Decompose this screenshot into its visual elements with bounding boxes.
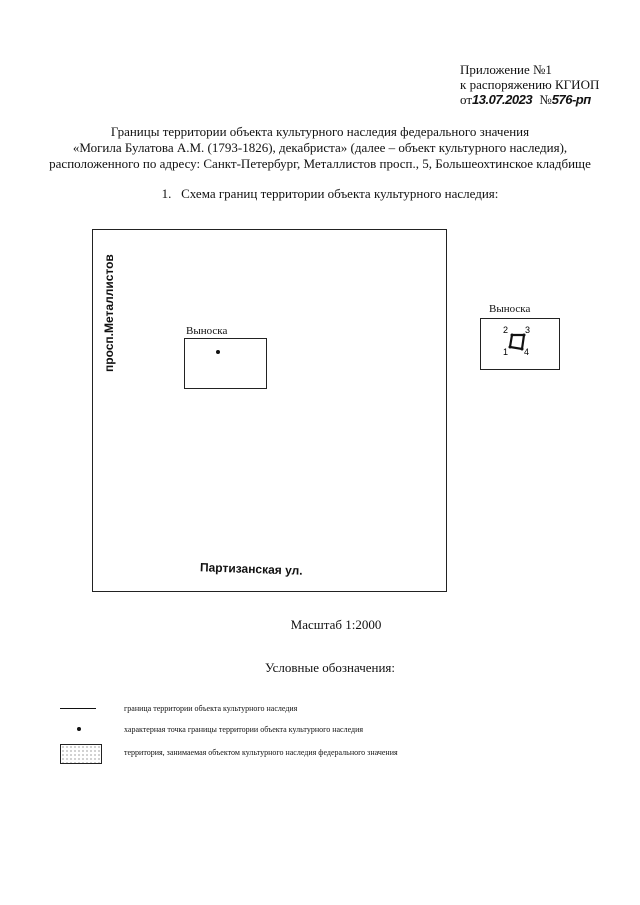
title-line-1: Границы территории объекта культурного наследия федерального значения	[110, 124, 530, 139]
legend-item-point: характерная точка границы территории объекта культурного наследия	[124, 725, 364, 734]
title-line-2: «Могила Булатова А.М. (1793-1826), декабриста» (далее – объект культурного наследия),	[72, 140, 568, 155]
legend-territory-swatch	[60, 744, 102, 764]
appendix-order-ref: к распоряжению КГИОП	[460, 77, 600, 92]
title-line-3: расположенного по адресу: Санкт-Петербург, Металлистов просп., 5, Большеохтинское кладбище	[49, 156, 591, 171]
inset-boundary-diagram	[500, 325, 540, 360]
legend-title: Условные обозначения:	[264, 660, 396, 675]
inset-point-1-marker	[509, 346, 512, 349]
legend-item-territory: территория, занимаемая объектом культурного наследия федерального значения	[124, 748, 398, 757]
appendix-title: Приложение №1	[460, 62, 552, 77]
order-number: 576-рп	[551, 92, 591, 107]
order-date: 13.07.2023	[472, 92, 533, 107]
boundary-map-frame	[92, 229, 447, 592]
legend-item-boundary: граница территории объекта культурного наследия	[124, 704, 298, 713]
inset-point-2-label: 2	[503, 325, 509, 335]
inset-label: Выноска	[489, 303, 531, 315]
inset-boundary-polygon	[510, 335, 524, 349]
number-prefix: №	[539, 92, 552, 107]
street-label-metallistov: просп.Металлистов	[102, 254, 116, 372]
inset-point-1-label: 1	[503, 347, 509, 357]
section-heading: 1. Схема границ территории объекта культурного наследия:	[161, 186, 499, 201]
street-label-partizanskaya: Партизанская ул.	[199, 560, 303, 578]
legend-boundary-line-symbol	[60, 708, 96, 709]
map-callout-box	[184, 338, 267, 389]
object-location-dot	[216, 350, 220, 354]
inset-point-2-marker	[511, 334, 514, 337]
appendix-block	[460, 62, 599, 107]
date-prefix: от	[460, 92, 473, 107]
legend-point-symbol	[77, 727, 81, 731]
document-title	[0, 124, 640, 172]
inset-point-4-label: 4	[524, 347, 530, 357]
inset-point-3-label: 3	[525, 325, 531, 335]
map-scale: Масштаб 1:2000	[290, 617, 382, 632]
appendix-date-number	[460, 92, 599, 107]
map-callout-label: Выноска	[186, 325, 228, 337]
